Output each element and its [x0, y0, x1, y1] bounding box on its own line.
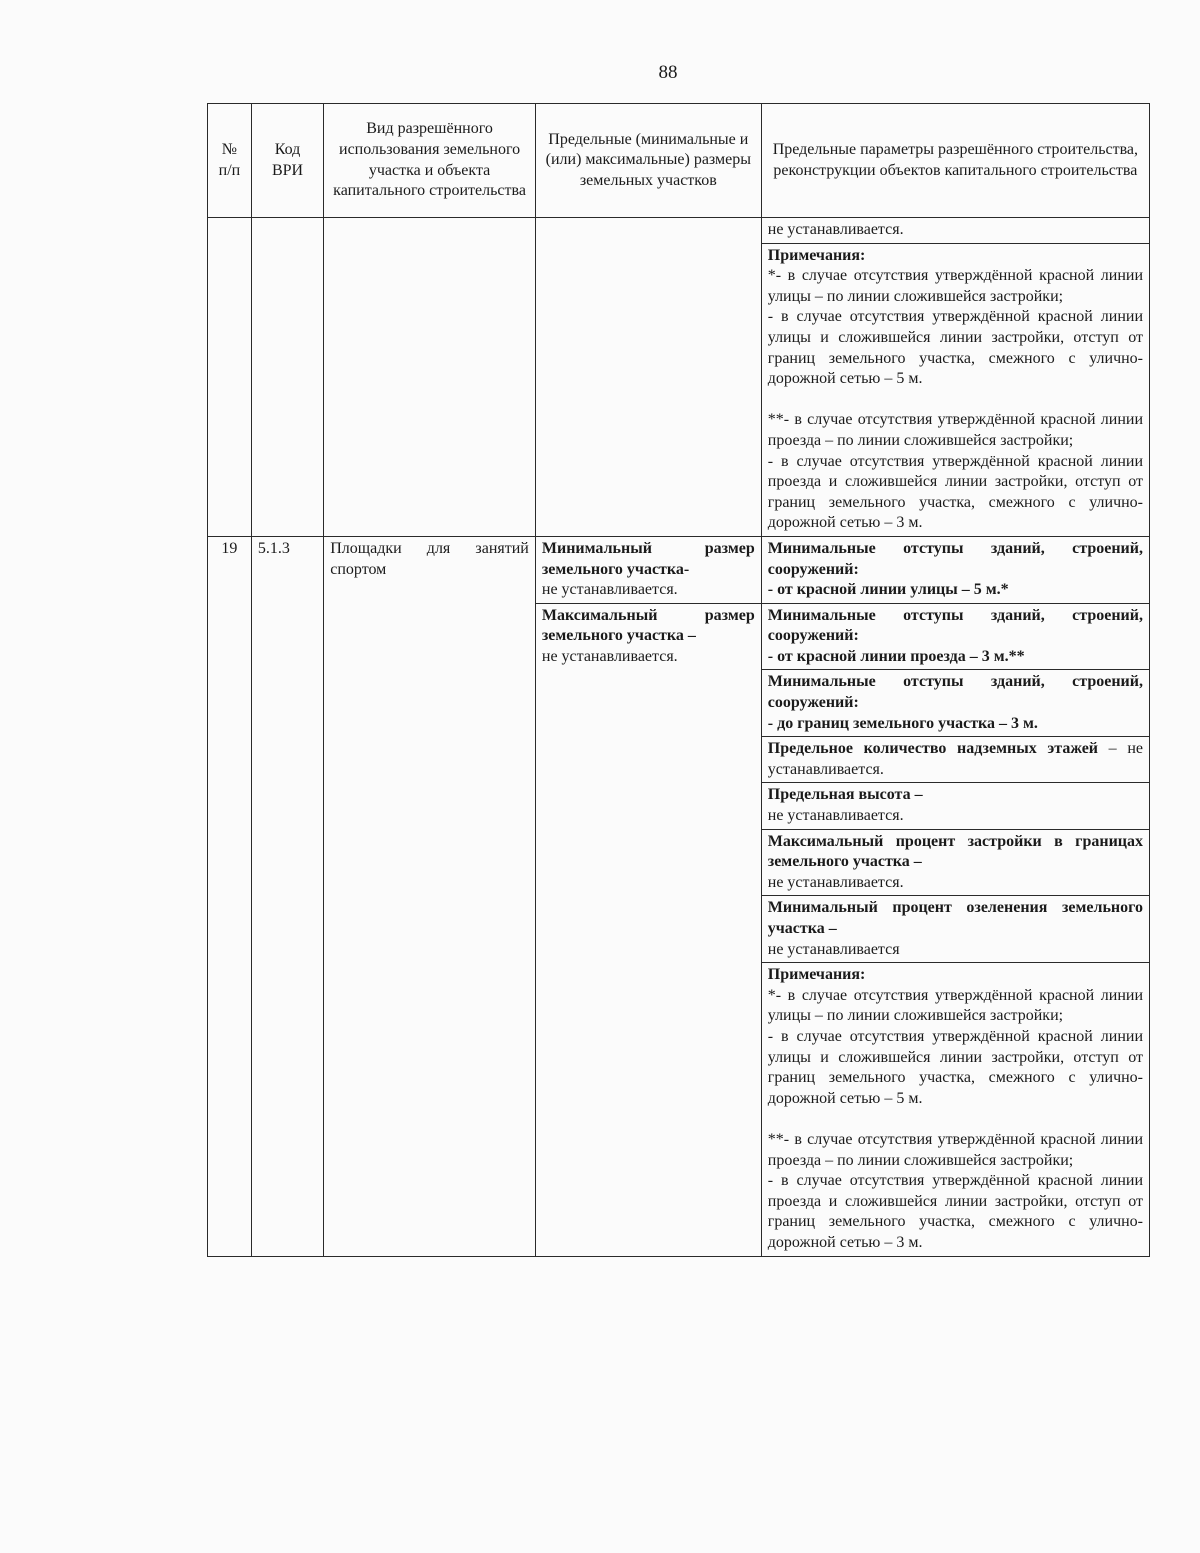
header-num: № п/п	[208, 104, 252, 218]
cell-param-5: Предельная высота – не устанавливается.	[761, 783, 1149, 829]
cell-max-size: Максимальный размер земельного участка – не устанавливается.	[535, 603, 761, 1256]
cell-num: 19	[208, 536, 252, 1256]
cell-param-6: Максимальный процент застройки в границах земельного участка – не устанавливается.	[761, 829, 1149, 896]
header-params: Предельные параметры разрешённого строительства, реконструкции объектов капитального строительства	[761, 104, 1149, 218]
cell-use-prev	[324, 218, 536, 537]
cell-code: 5.1.3	[251, 536, 323, 1256]
cell-use: Площадки для занятий спортом	[324, 536, 536, 1256]
cell-params-tail: не устанавливается.	[761, 218, 1149, 244]
header-use: Вид разрешённого использования земельного участка и объекта капитального строительства	[324, 104, 536, 218]
cell-notes-prev: Примечания: *- в случае отсутствия утверждённой красной линии улицы – по линии сложившейся застройки; - в случае отсутствия утверждённой красной линии улицы и сложившейся линии застройки, отступ от границ земельного участка, смежного с улично-дорожной сетью – 5 м. **- в случае отсутствия утверждённой красной линии проезда – по линии сложившейся застройки; - в случае отсутствия утверждённой красной линии проезда и сложившейся линии застройки, отступ от границ земельного участка, смежного с улично-дорожной сетью – 3 м.	[761, 243, 1149, 536]
cell-param-7: Минимальный процент озеленения земельного участка – не устанавливается	[761, 896, 1149, 963]
header-size: Предельные (минимальные и (или) максимальные) размеры земельных участков	[535, 104, 761, 218]
cell-notes: Примечания: *- в случае отсутствия утверждённой красной линии улицы – по линии сложившейся застройки; - в случае отсутствия утверждённой красной линии улицы и сложившейся линии застройки, отступ от границ земельного участка, смежного с улично-дорожной сетью – 5 м. **- в случае отсутствия утверждённой красной линии проезда – по линии сложившейся застройки; - в случае отсутствия утверждённой красной линии проезда и сложившейся линии застройки, отступ от границ земельного участка, смежного с улично-дорожной сетью – 3 м.	[761, 963, 1149, 1256]
table-row	[208, 218, 1150, 244]
cell-param-4: Предельное количество надземных этажей – не устанавливается.	[761, 737, 1149, 783]
cell-size-prev	[535, 218, 761, 537]
cell-param-2: Минимальные отступы зданий, строений, сооружений: - от красной линии проезда – 3 м.**	[761, 603, 1149, 670]
header-code: Код ВРИ	[251, 104, 323, 218]
cell-min-size: Минимальный размер земельного участка- не устанавливается.	[535, 536, 761, 603]
cell-param-3: Минимальные отступы зданий, строений, сооружений: - до границ земельного участка – 3 м.	[761, 670, 1149, 737]
page-number: 88	[658, 62, 678, 83]
cell-code-prev	[251, 218, 323, 537]
cell-num-prev	[208, 218, 252, 537]
cell-param-1: Минимальные отступы зданий, строений, сооружений: - от красной линии улицы – 5 м.*	[761, 536, 1149, 603]
table-header-row	[208, 104, 1150, 218]
regulations-table	[207, 103, 1150, 1257]
table-row	[208, 536, 1150, 603]
